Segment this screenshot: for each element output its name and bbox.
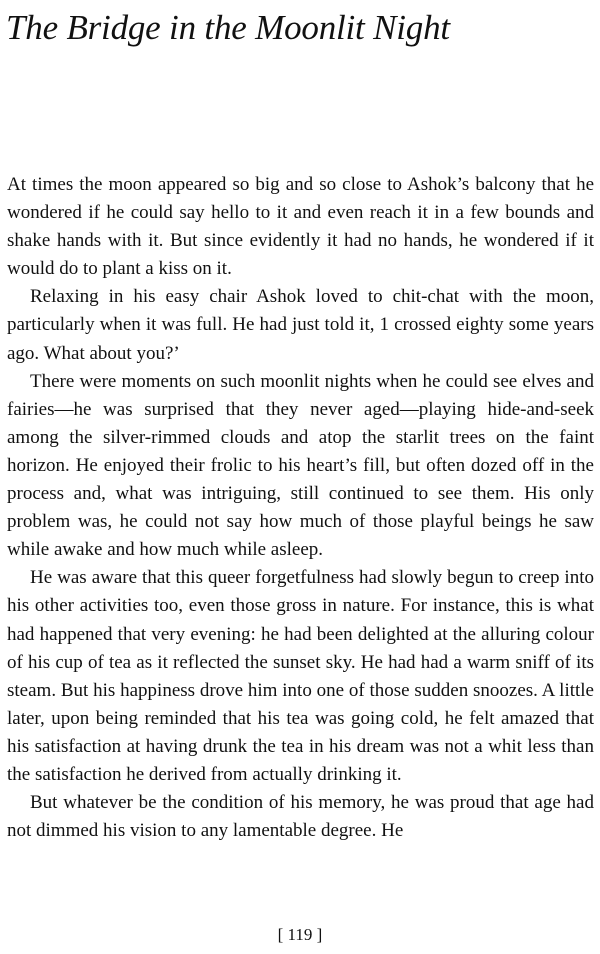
paragraph: But whatever be the condition of his memory, he was proud that age had not dimmed his vision to any lamentable degree. He [7, 792, 594, 842]
paragraph: Relaxing in his easy chair Ashok loved to chit-chat with the moon, particularly when it was full. He had just told it, 1 crossed eighty some years ago. What about you?’ [7, 286, 594, 364]
page-number: [ 119 ] [277, 925, 323, 944]
paragraph: At times the moon appeared so big and so close to Ashok’s balcony that he wondered if he could say hello to it and even reach it in a few bounds and shake hands with it. But since evidently it had no hands, he wondered if it would do to plant a kiss on it. [7, 174, 594, 280]
chapter-title: The Bridge in the Moonlit Night [6, 8, 450, 47]
paragraph: He was aware that this queer forgetfulness had slowly begun to creep into his other activities too, even those gross in nature. For instance, this is what had happened that very evening: he had been delighted at the alluring colour of his cup of tea as it reflected the sunset sky. He had had a warm sniff of its steam. But his happiness drove him into one of those sudden snoozes. A little later, upon being reminded that his tea was going cold, he felt amazed that his satisfaction at having drunk the tea in his dream was not a whit less than the satisfaction he derived from actually drinking it. [7, 567, 594, 785]
paragraph: There were moments on such moonlit nights when he could see elves and fairies—he was surprised that they never aged—playing hide-and-seek among the silver-rimmed clouds and atop the starlit trees on the faint horizon. He enjoyed their frolic to his heart’s fill, but often dozed off in the process and, what was intriguing, still continued to see them. His only problem was, he could not say how much of those playful beings he saw while awake and how much while asleep. [7, 370, 594, 561]
body-text [7, 171, 594, 845]
